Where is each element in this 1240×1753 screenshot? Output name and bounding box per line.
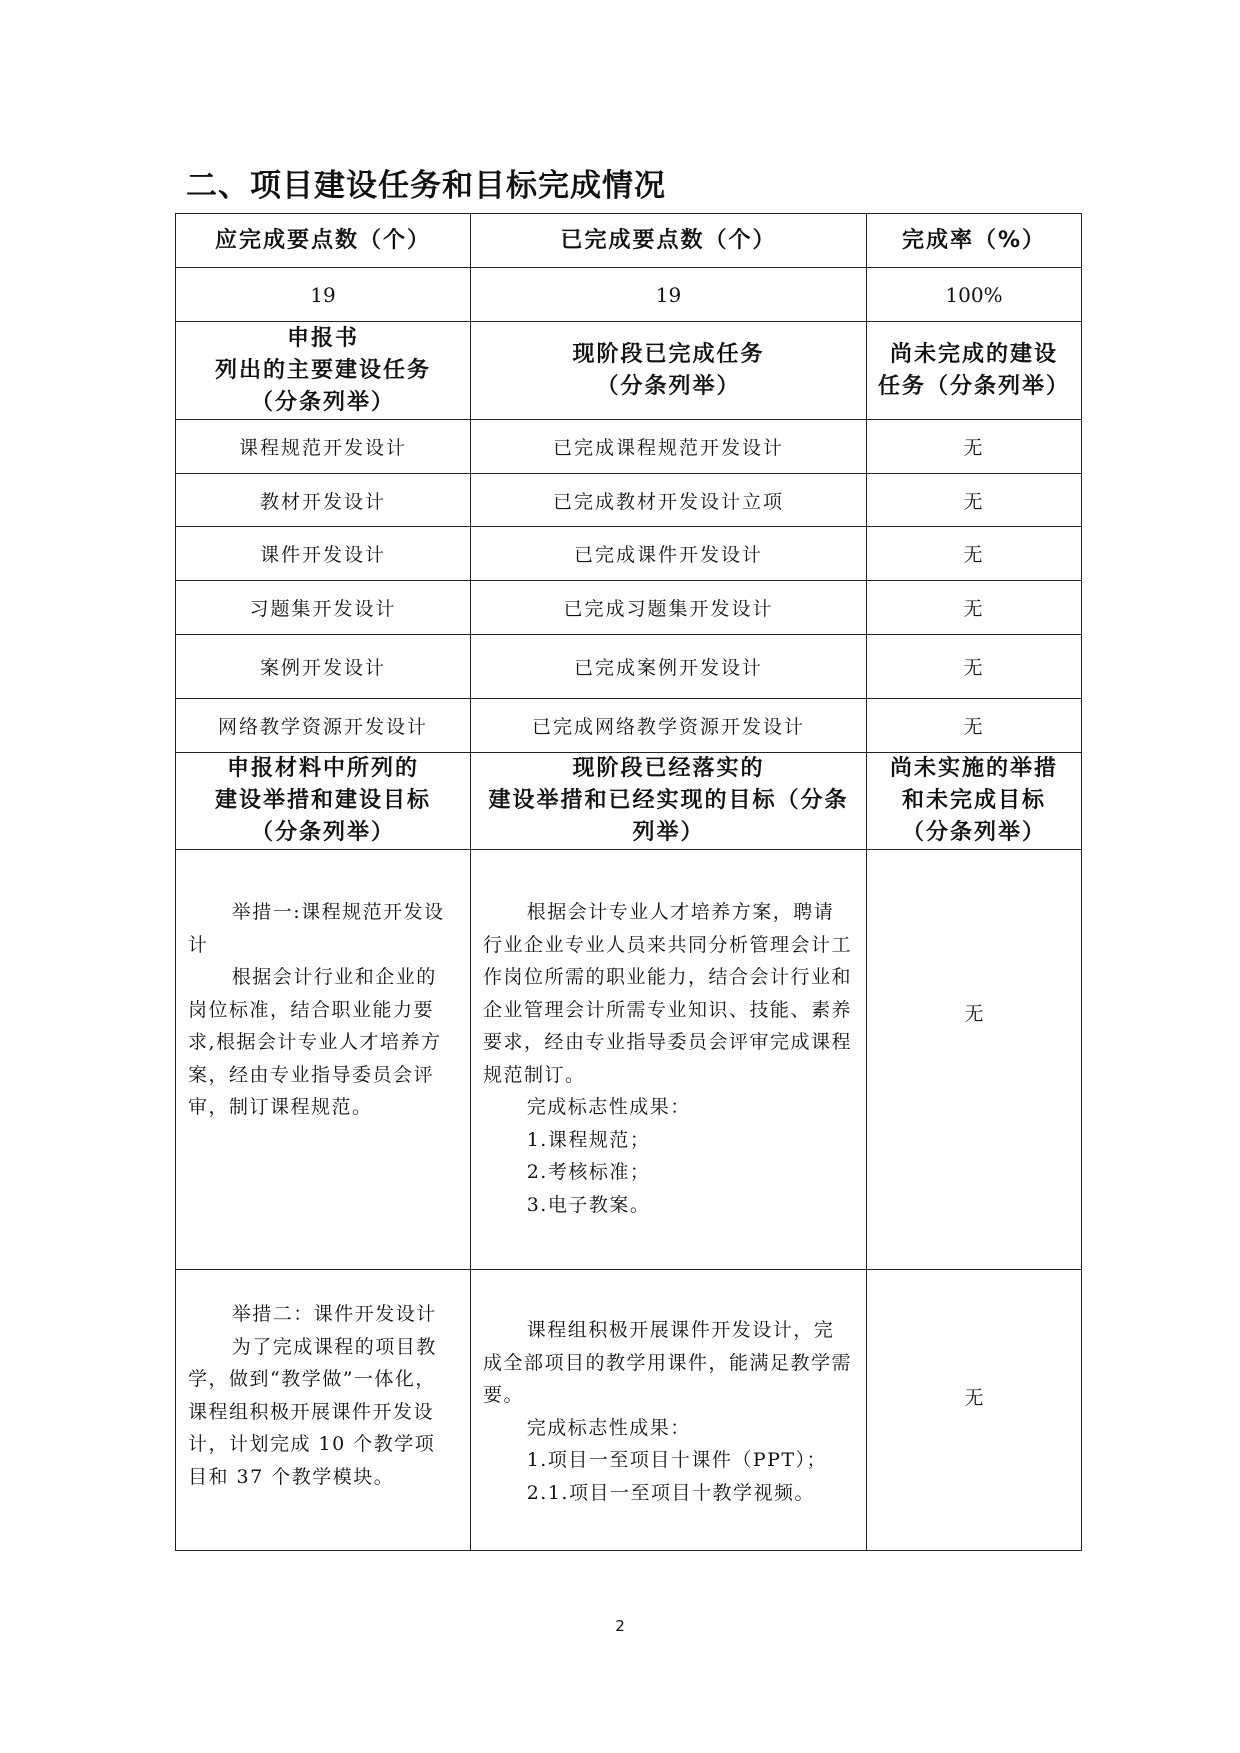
table-row — [176, 527, 1082, 581]
task-completed: 已完成教材开发设计立项 — [471, 474, 867, 527]
completion-table — [175, 213, 1082, 1551]
measure-1-pending: 无 — [867, 850, 1082, 1270]
header-line: 尚未完成的建设 — [889, 341, 1058, 367]
measure-2-description: 为了完成课程的项目教学，做到“教学做”一体化，课程组积极开展课件开发设计，计划完成 10 个教学项目和 37 个教学模块。 — [188, 1335, 437, 1488]
header-line: 建设举措和已经实现的目标（分条 — [488, 788, 849, 813]
measures-header-pending — [867, 753, 1082, 850]
summary-header-row — [176, 214, 1082, 268]
measures-header-row — [176, 753, 1082, 850]
task-completed: 已完成网络教学资源开发设计 — [471, 699, 867, 753]
task-planned: 课程规范开发设计 — [176, 420, 471, 474]
task-planned: 案例开发设计 — [176, 635, 471, 699]
table-row — [176, 699, 1082, 753]
milestone-item: 2.考核标准； — [526, 1161, 651, 1183]
summary-value-row — [176, 268, 1082, 322]
task-completed: 已完成习题集开发设计 — [471, 581, 867, 635]
table-row — [176, 635, 1082, 699]
measure-row-1 — [176, 850, 1082, 1270]
header-line: 现阶段已经落实的 — [572, 756, 765, 781]
measures-header-planned — [176, 753, 471, 850]
header-line: 建设举措和建设目标 — [214, 788, 431, 813]
task-pending: 无 — [867, 699, 1082, 753]
header-line: 申报材料中所列的 — [226, 756, 419, 781]
completed-count: 19 — [471, 268, 867, 322]
header-line: 列出的主要建设任务 — [214, 357, 431, 383]
table-row — [176, 420, 1082, 474]
task-completed: 已完成案例开发设计 — [471, 635, 867, 699]
header-line: 尚未实施的举措 — [889, 756, 1058, 781]
header-line: 现阶段已完成任务 — [572, 341, 765, 367]
task-planned: 习题集开发设计 — [176, 581, 471, 635]
milestone-item: 1.项目一至项目十课件（PPT）； — [526, 1449, 828, 1471]
measure-2-progress: 课程组积极开展课件开发设计，完成全部项目的教学用课件，能满足教学需要。 — [483, 1319, 853, 1406]
header-line: （分条列举） — [250, 820, 395, 845]
task-pending: 无 — [867, 420, 1082, 474]
header-completed-count: 已完成要点数（个） — [471, 214, 867, 268]
measure-1-planned — [176, 850, 471, 1270]
header-required-count: 应完成要点数（个） — [176, 214, 471, 268]
milestone-item: 1.课程规范； — [526, 1128, 651, 1151]
task-pending: 无 — [867, 474, 1082, 527]
page-number: 2 — [615, 1617, 625, 1635]
measures-header-implemented — [471, 753, 867, 850]
completion-rate: 100% — [867, 268, 1082, 322]
measure-2-planned — [176, 1270, 471, 1551]
milestone-item: 2.1.项目一至项目十教学视频。 — [526, 1481, 815, 1504]
task-pending: 无 — [867, 527, 1082, 581]
task-planned: 课件开发设计 — [176, 527, 471, 581]
measure-2-title: 举措二：课件开发设计 — [231, 1303, 437, 1325]
header-line: 列举） — [632, 820, 705, 845]
table-row — [176, 581, 1082, 635]
measure-1-title: 举措一:课程规范开发设计 — [188, 901, 445, 956]
task-pending: 无 — [867, 635, 1082, 699]
measure-2-pending: 无 — [867, 1270, 1082, 1551]
measure-1-progress: 根据会计专业人才培养方案，聘请行业企业专业人员来共同分析管理会计工作岗位所需的职业能力，结合会计行业和企业管理会计所需专业知识、技能、素养要求，经由专业指导委员会评审完成课程规范制订。 — [483, 901, 853, 1086]
header-line: （分条列举） — [901, 820, 1046, 845]
section-title: 二、项目建设任务和目标完成情况 — [186, 168, 666, 204]
header-line: （分条列举） — [250, 389, 395, 415]
header-line: 任务（分条列举） — [877, 373, 1070, 399]
measure-1-implemented — [471, 850, 867, 1270]
header-line: （分条列举） — [596, 373, 741, 399]
tasks-header-row — [176, 322, 1082, 420]
measure-1-description: 根据会计行业和企业的岗位标准，结合职业能力要求,根据会计专业人才培养方案，经由专业指导委员会评审，制订课程规范。 — [188, 966, 442, 1118]
task-pending: 无 — [867, 581, 1082, 635]
header-completion-rate: 完成率（%） — [867, 214, 1082, 268]
header-line: 申报书 — [286, 325, 359, 351]
tasks-header-pending — [867, 322, 1082, 420]
task-planned: 网络教学资源开发设计 — [176, 699, 471, 753]
required-count: 19 — [176, 268, 471, 322]
table-row — [176, 474, 1082, 527]
tasks-header-planned — [176, 322, 471, 420]
measure-row-2 — [176, 1270, 1082, 1551]
measure-2-implemented — [471, 1270, 867, 1551]
tasks-header-completed — [471, 322, 867, 420]
task-completed: 已完成课程规范开发设计 — [471, 420, 867, 474]
task-completed: 已完成课件开发设计 — [471, 527, 867, 581]
milestone-item: 3.电子教案。 — [526, 1193, 651, 1216]
task-planned: 教材开发设计 — [176, 474, 471, 527]
header-line: 和未完成目标 — [901, 788, 1046, 813]
milestone-label: 完成标志性成果： — [526, 1416, 691, 1439]
milestone-label: 完成标志性成果： — [526, 1096, 691, 1118]
